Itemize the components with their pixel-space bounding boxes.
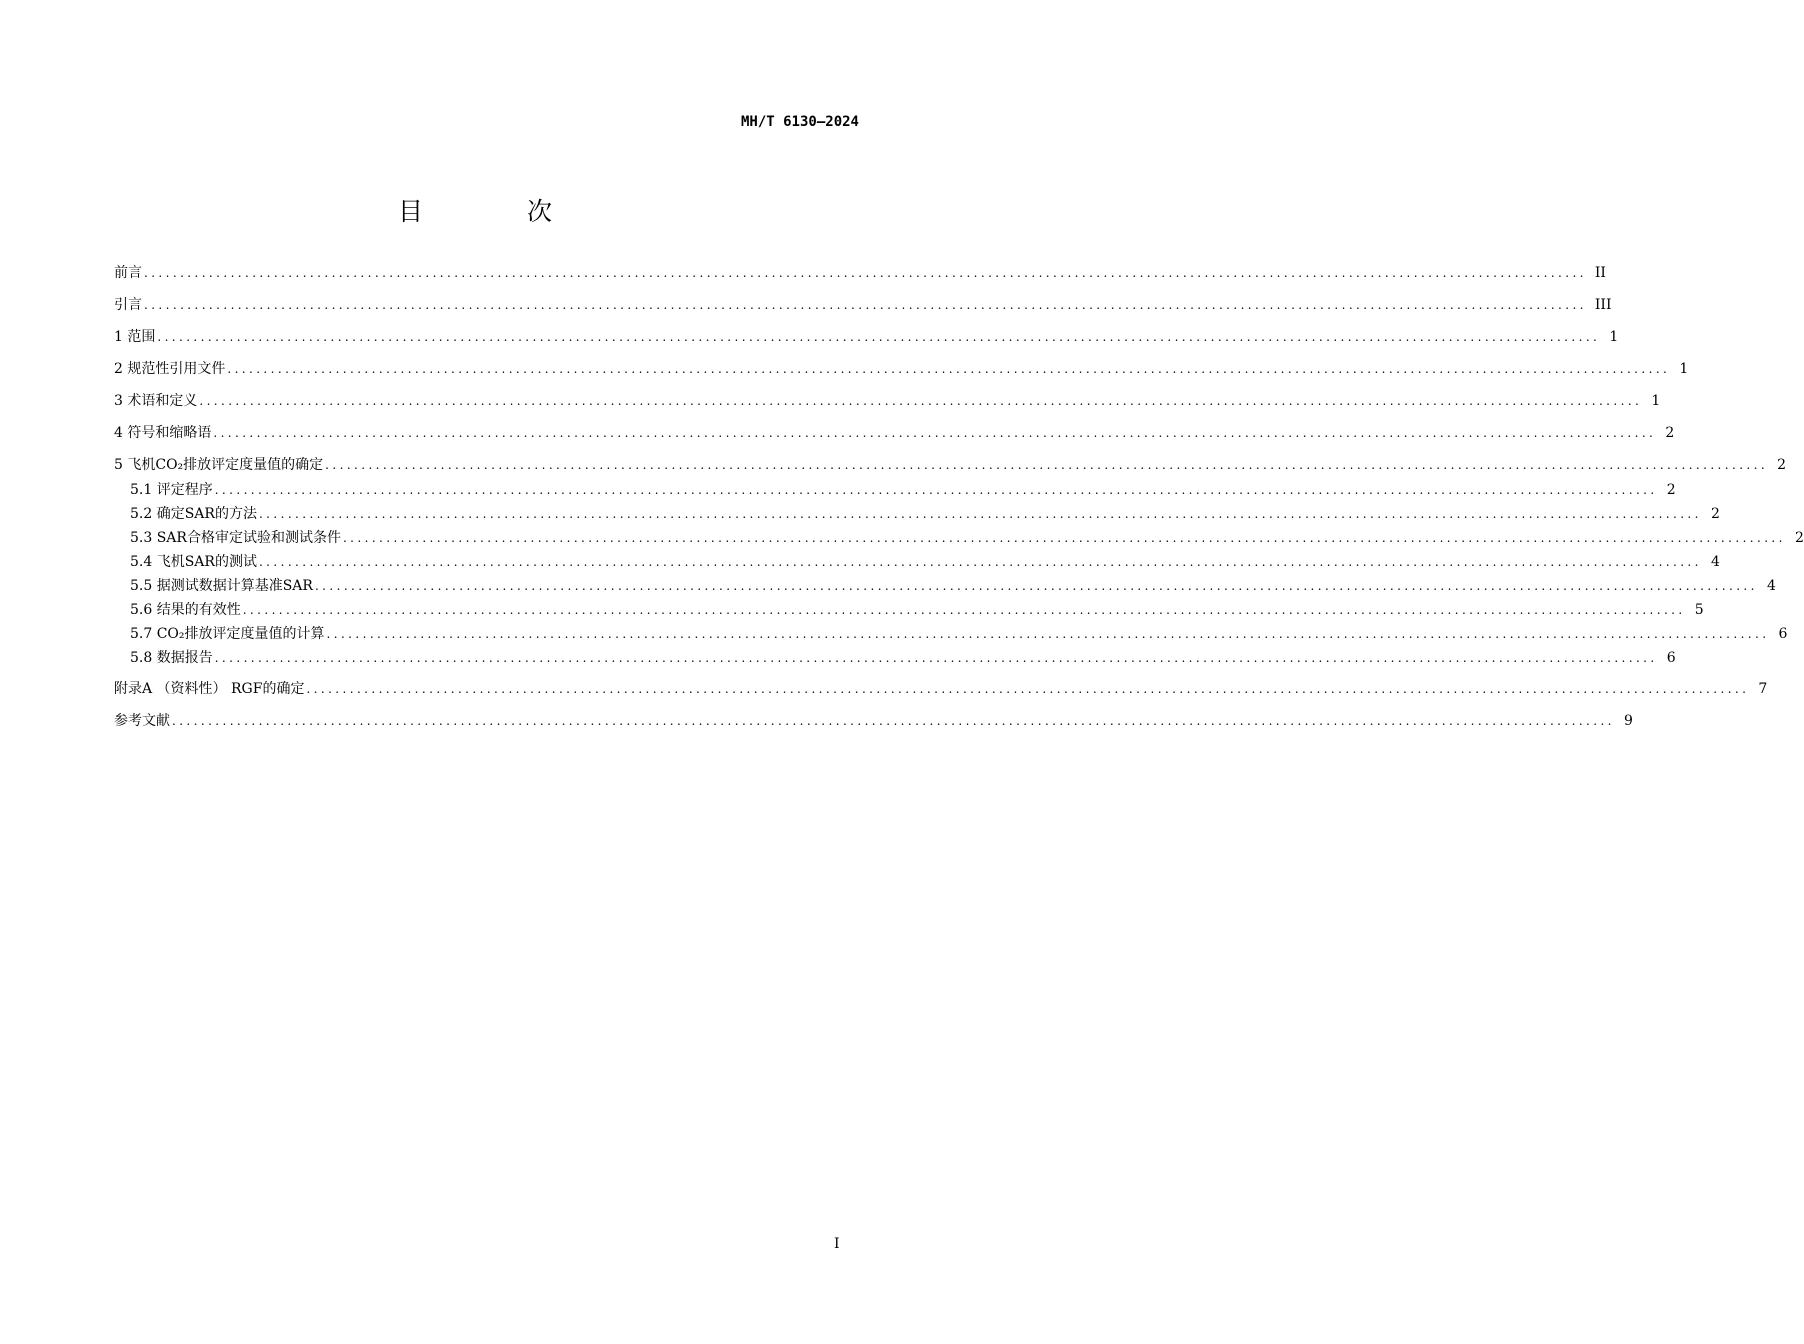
toc-entry-5-2[interactable]: [130, 503, 1720, 525]
toc-entry-page: II: [1594, 265, 1606, 281]
toc-entry-page: 5: [1694, 602, 1704, 618]
toc-entry-5-4[interactable]: [130, 551, 1720, 573]
toc-entry-page: 1: [1651, 393, 1661, 409]
toc-entry-terms[interactable]: [114, 390, 1661, 412]
toc-entry-foreword[interactable]: [114, 262, 1606, 284]
toc-entry-bibliography[interactable]: [114, 710, 1633, 732]
toc-entry-label: 5.7 CO₂排放评定度量值的计算: [130, 626, 325, 642]
toc-entry-page: III: [1594, 297, 1612, 313]
toc-entry-label: 5 飞机CO₂排放评定度量值的确定: [114, 457, 324, 473]
toc-entry-label: 2 规范性引用文件: [114, 361, 226, 377]
toc-entry-page: 7: [1758, 681, 1768, 697]
toc-entry-label: 5.4 飞机SAR的测试: [130, 554, 257, 570]
toc-entry-page: 6: [1666, 650, 1676, 666]
toc-entry-page: 2: [1710, 506, 1720, 522]
dot-leader: ........................................................................................................................................................................................................: [325, 458, 1769, 472]
toc-entry-label: 引言: [114, 297, 142, 313]
toc-entry-scope[interactable]: [114, 326, 1619, 348]
toc-entry-5-1[interactable]: [130, 479, 1676, 501]
dot-leader: ........................................................................................................................................................................................................: [199, 394, 1643, 408]
toc-entry-page: 6: [1778, 626, 1788, 642]
toc-entry-annex-a[interactable]: [114, 678, 1768, 700]
toc-entry-normative-references[interactable]: [114, 358, 1689, 380]
dot-leader: ........................................................................................................................................................................................................: [306, 682, 1750, 696]
dot-leader: ........................................................................................................................................................................................................: [172, 714, 1615, 728]
dot-leader: ........................................................................................................................................................................................................: [157, 330, 1601, 344]
toc-entry-page: 4: [1766, 578, 1776, 594]
toc-entry-label: 5.8 数据报告: [130, 650, 213, 666]
dot-leader: ........................................................................................................................................................................................................: [342, 531, 1786, 545]
toc-entry-label: 5.2 确定SAR的方法: [130, 506, 257, 522]
toc-entry-label: 5.1 评定程序: [130, 482, 213, 498]
toc-entry-page: 2: [1777, 457, 1787, 473]
toc-entry-label: 5.5 据测试数据计算基准SAR: [130, 578, 313, 594]
toc-entry-label: 5.3 SAR合格审定试验和测试条件: [130, 530, 341, 546]
toc-entry-5-8[interactable]: [130, 647, 1676, 669]
toc-entry-label: 5.6 结果的有效性: [130, 602, 241, 618]
dot-leader: ........................................................................................................................................................................................................: [214, 651, 1658, 665]
toc-entry-label: 3 术语和定义: [114, 393, 198, 409]
dot-leader: ........................................................................................................................................................................................................: [227, 362, 1671, 376]
toc-entry-5-7[interactable]: [130, 623, 1788, 645]
toc-entry-page: 2: [1665, 425, 1675, 441]
toc-entry-label: 4 符号和缩略语: [114, 425, 212, 441]
toc-entry-5-5[interactable]: [130, 575, 1776, 597]
toc-entry-symbols[interactable]: [114, 422, 1675, 444]
toc-entry-page: 2: [1794, 530, 1804, 546]
dot-leader: ........................................................................................................................................................................................................: [258, 555, 1702, 569]
toc-entry-page: 2: [1666, 482, 1676, 498]
dot-leader: ........................................................................................................................................................................................................: [144, 298, 1587, 312]
dot-leader: ........................................................................................................................................................................................................: [326, 627, 1770, 641]
toc-entry-label: 附录A （资料性） RGF的确定: [114, 681, 305, 697]
page-title: 目 次: [398, 197, 600, 226]
toc-entry-label: 1 范围: [114, 329, 156, 345]
document-code: MH/T 6130—2024: [740, 114, 859, 130]
dot-leader: ........................................................................................................................................................................................................: [214, 483, 1658, 497]
page-number: I: [834, 1236, 840, 1252]
toc-entry-label: 前言: [114, 265, 142, 281]
dot-leader: ........................................................................................................................................................................................................: [242, 603, 1686, 617]
toc-entry-page: 4: [1710, 554, 1720, 570]
toc-entry-5-3[interactable]: [130, 527, 1804, 549]
toc-entry-page: 1: [1609, 329, 1619, 345]
dot-leader: ........................................................................................................................................................................................................: [213, 426, 1657, 440]
dot-leader: ........................................................................................................................................................................................................: [144, 266, 1587, 280]
dot-leader: ........................................................................................................................................................................................................: [258, 507, 1702, 521]
toc-entry-page: 9: [1623, 713, 1633, 729]
toc-entry-page: 1: [1679, 361, 1689, 377]
dot-leader: ........................................................................................................................................................................................................: [314, 579, 1758, 593]
toc-entry-label: 参考文献: [114, 713, 170, 729]
toc-entry-section-5[interactable]: [114, 454, 1787, 476]
toc-entry-5-6[interactable]: [130, 599, 1704, 621]
toc-entry-introduction[interactable]: [114, 294, 1612, 316]
